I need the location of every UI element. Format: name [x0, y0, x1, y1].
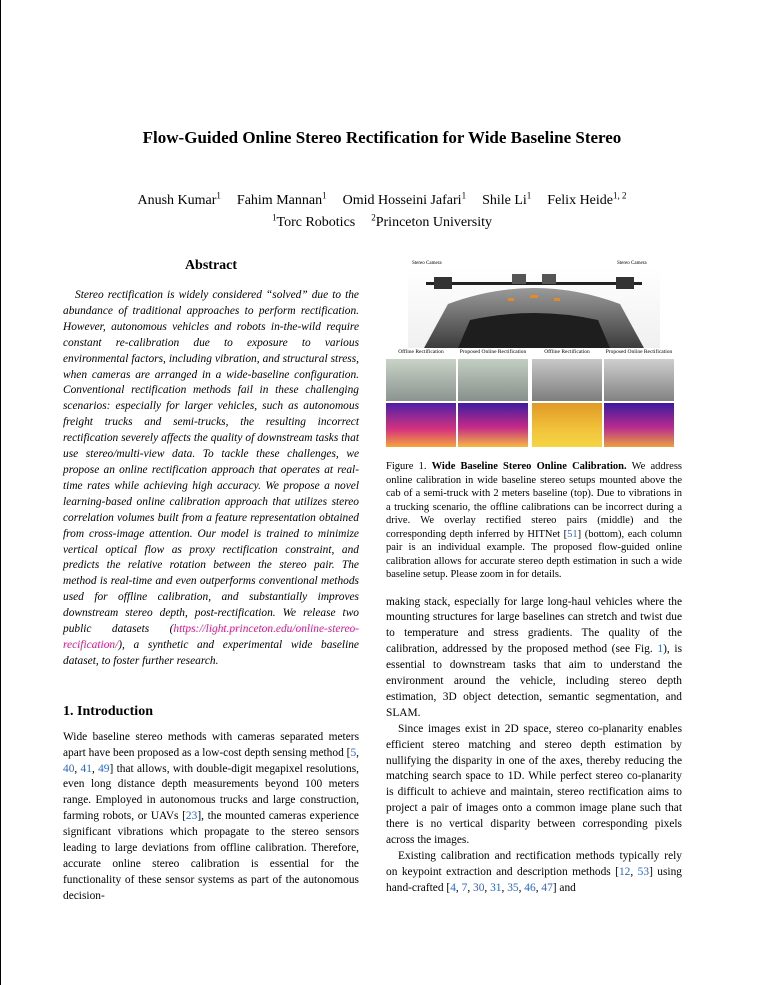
citation-link[interactable]: 23: [185, 810, 198, 823]
citation-link[interactable]: 35: [507, 881, 519, 894]
affiliation-list: [0, 212, 764, 231]
abstract-text-b: ), a synthetic and experimental wide baseline dataset, to foster further research.: [63, 638, 359, 667]
panel-label-1: Offline Rectification: [398, 349, 444, 355]
right-paragraph-2: Since images exist in 2D space, stereo co-planarity enables efficient stereo matching and stereo depth estimation by nullifying the disparity in one of the axes, thereby reducing the matching search space to 1D. While perfect stereo co-planarity is difficult to achieve and maintain, stereo rectification aims to project a pair of images onto a common image plane such that there is no vertical disparity between corresponding pixels across the images.: [386, 722, 682, 847]
panel-label-2: Proposed Online Rectification: [459, 349, 527, 355]
citation-link[interactable]: 46: [524, 881, 536, 894]
author: Omid Hosseini Jafari$^1$: [342, 190, 467, 208]
author: Shile Li$^1$: [482, 190, 532, 208]
author-affiliation-mark: 1: [322, 190, 327, 200]
author: Fahim Mannan$^1$: [236, 190, 327, 208]
right-column: [386, 258, 682, 897]
left-column: [63, 258, 359, 905]
truck-photo: [408, 268, 660, 348]
citation-link[interactable]: 1: [657, 643, 664, 656]
panel-label-3: Offline Rectification: [544, 349, 590, 355]
right-paragraph-3: Existing calibration and rectification methods typically rely on keypoint extraction and description methods [12, 53] using hand-crafted [4, 7, 30, 31, 35, 46, 47] and: [386, 850, 682, 894]
author: Anush Kumar$^1$: [137, 190, 221, 208]
author-affiliation-mark: 1, 2: [613, 190, 627, 200]
dataset-link[interactable]: https://light.princeton.edu/online-stereo-recification/: [63, 623, 359, 651]
rectified-pair-offline-2: [532, 358, 602, 401]
citation-link[interactable]: 30: [473, 881, 485, 894]
affiliation-mark: 1: [272, 212, 277, 222]
intro-paragraph: Wide baseline stereo methods with cameras separated meters apart have been proposed as a low-cost depth sensing method [5, 40, 41, 49] that allows, with double-digit megapixel resolutions, even long distance depth measurements beyond 100 meters range. Employed in autonomous trucks and large construction, farming robots, or UAVs [23], the mounted cameras experience significant vibrations which propagate to the stereo sensors leading to large deviations from offline calibration. Therefore, accurate online stereo calibration is essential for the functionality of these sensor systems as part of the autonomous decision-: [63, 730, 359, 902]
figure-1: [386, 258, 682, 448]
figure-caption: [386, 460, 682, 582]
depth-online-2: [604, 402, 674, 447]
abstract-text: [63, 288, 359, 670]
citation-link[interactable]: 47: [541, 881, 553, 894]
citation-link[interactable]: 12: [618, 865, 631, 878]
camera-label-left: Stereo Camera: [412, 261, 442, 266]
paper-title: Flow-Guided Online Stereo Rectification for Wide Baseline Stereo: [142, 128, 622, 147]
caption-text-a: We address online calibration in wide baseline stereo setups mounted above the cab of a semi-truck with 2 meters baseline (top). Due to vibrations in a trucking scenario, the offline calibrations can be incorrect during a drive. We overlay rectified stereo pairs (middle) and the corresponding depth inferred by HITNet [: [386, 461, 682, 540]
depth-offline-1: [386, 402, 456, 447]
citation-link[interactable]: 41: [80, 762, 92, 775]
right-paragraph-1: making stack, especially for large long-haul vehicles where the mounting structures for large baselines can stretch and twist due to temperature and stress gradients. The quality of the calibration, addressed by the proposed method (see Fig. 1), is essential to downstream tasks that aim to understand the environment around the vehicle, including stereo depth estimation, 3D object detection, semantic segmentation, and SLAM.: [386, 595, 682, 719]
depth-offline-2: [532, 402, 602, 447]
affiliation: $^2$Princeton University: [371, 212, 492, 230]
depth-online-1: [458, 402, 528, 447]
author-affiliation-mark: 1: [461, 190, 467, 200]
intro-heading: 1. Introduction: [63, 703, 153, 719]
citation-link[interactable]: 53: [637, 865, 650, 878]
caption-title: Wide Baseline Stereo Online Calibration.: [431, 461, 627, 472]
citation-link[interactable]: 4: [450, 881, 456, 894]
rectified-pair-online-2: [604, 358, 674, 401]
citation-link[interactable]: 31: [490, 881, 502, 894]
right-body: [386, 595, 682, 897]
citation-link[interactable]: 40: [63, 762, 75, 775]
affiliation: $^1$Torc Robotics: [272, 212, 356, 230]
rectified-pair-online-1: [458, 358, 528, 401]
author-affiliation-mark: 1: [526, 190, 532, 200]
citation-link[interactable]: 5: [350, 746, 357, 759]
abstract-heading: Abstract: [184, 258, 238, 273]
citation-link[interactable]: 7: [461, 881, 468, 894]
camera-label-right: Stereo Camera: [617, 261, 647, 266]
abstract-text-a: Stereo rectification is widely considered “solved” due to the abundance of traditional approaches to perform rectification. However, autonomous vehicles and robots in-the-wild require constant re-calibration due to exposure to various environmental factors, including vibration, and structural stress, when cameras are arranged in a wide-baseline configuration. Conventional rectification methods fail in these challenging scenarios: especially for larger vehicles, such as autonomous freight trucks and semi-trucks, the resulting incorrect rectification severely affects the quality of downstream tasks that use stereo/multi-view data. To tackle these challenges, we propose an online rectification approach that operates at real-time rates while achieving high accuracy. We propose a novel learning-based online calibration approach that utilizes stereo correlation volumes built from a feature representation obtained from cross-image attention. Our model is trained to minimize vertical optical flow as proxy rectification constraint, and predicts the relative rotation between the stereo pair. The method is real-time and even outperforms conventional methods used for offline calibration, and substantially improves downstream stereo depth, post-rectification. We release two public datasets (: [63, 289, 359, 636]
citation-link[interactable]: 51: [567, 528, 578, 540]
citation-link[interactable]: 49: [98, 762, 110, 775]
caption-prefix: Figure 1.: [386, 461, 432, 472]
panel-label-4: Proposed Online Rectification: [605, 349, 673, 355]
affiliation-mark: 2: [371, 212, 376, 222]
author-affiliation-mark: 1: [216, 190, 221, 200]
caption-text-b: ] (bottom), each column pair is an individual example. The proposed flow-guided online calibration allows for accurate stereo depth estimation in such a wide baseline setup. Please zoom in for details.: [386, 528, 682, 580]
author: Felix Heide$^{1, 2}$: [547, 190, 627, 208]
rectified-pair-offline-1: [386, 358, 456, 401]
author-list: [0, 190, 764, 209]
